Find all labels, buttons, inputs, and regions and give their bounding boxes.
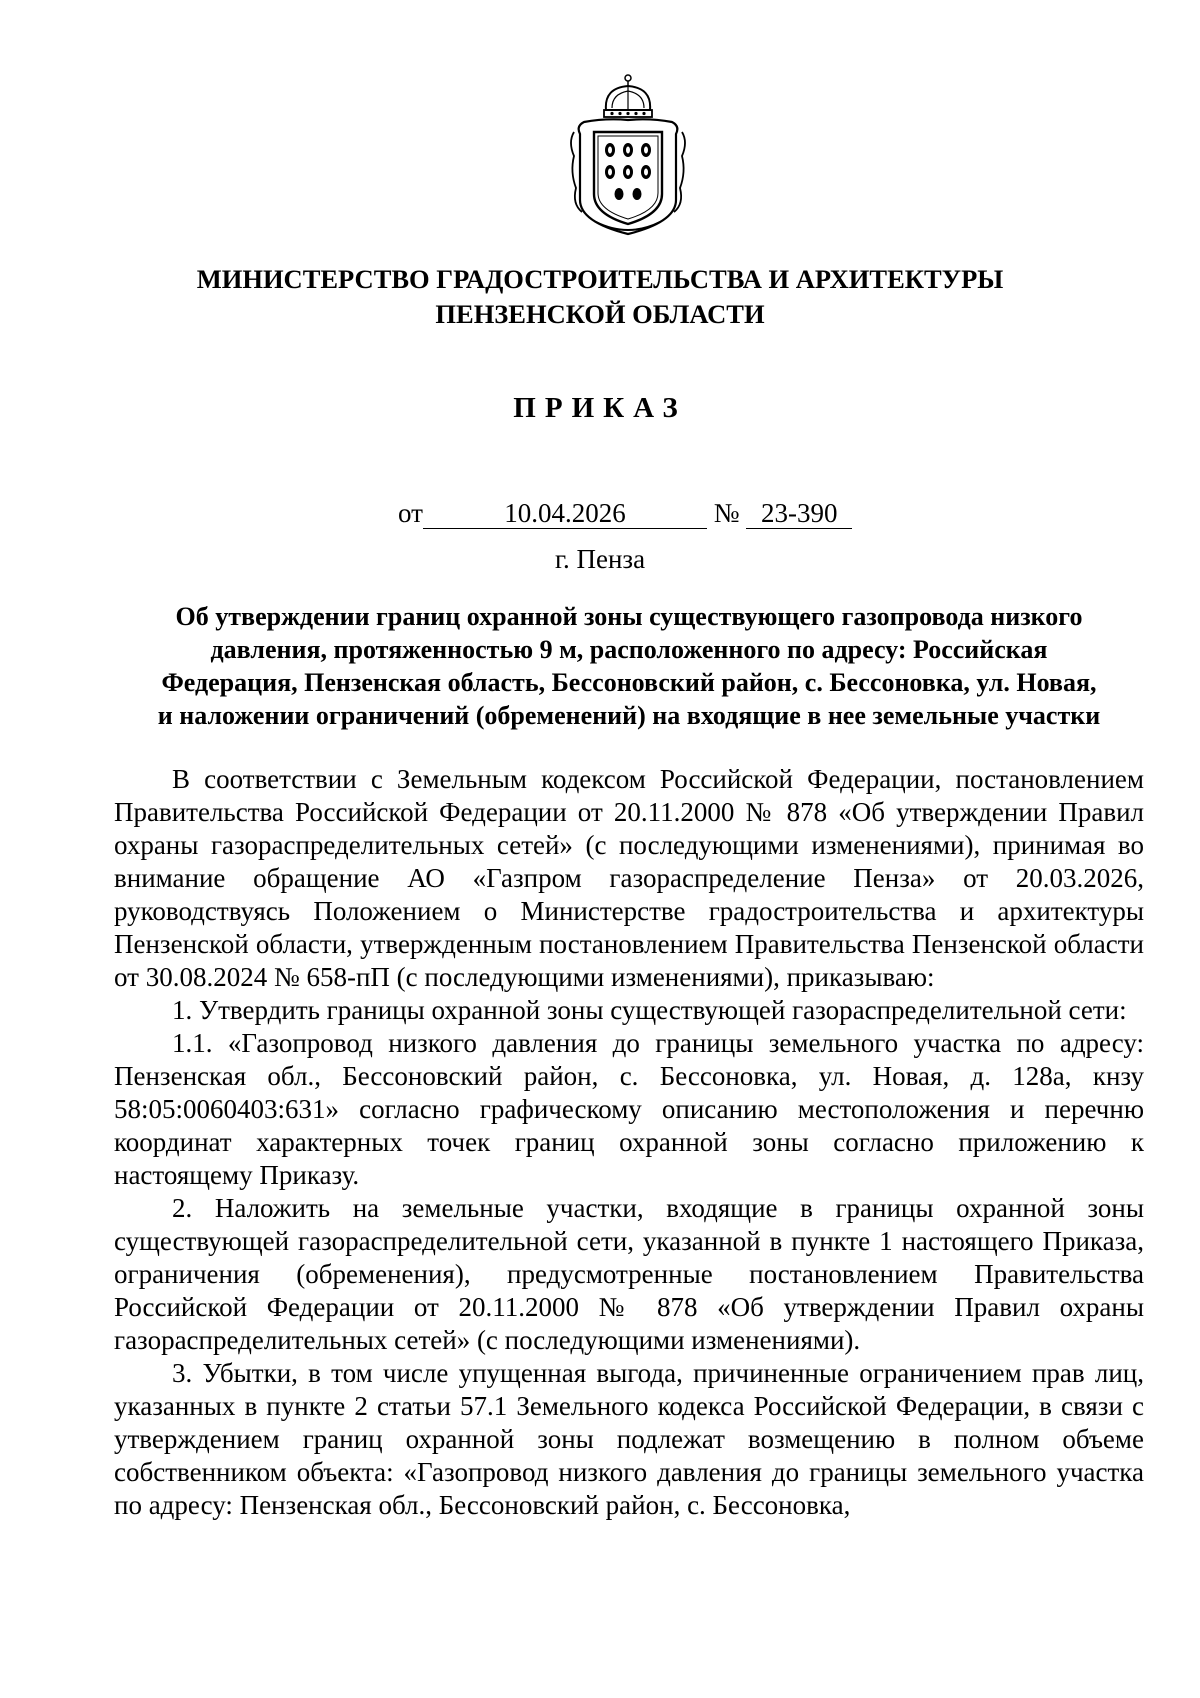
- number-prefix: №: [713, 498, 740, 528]
- subject-line-4: и наложении ограничений (обременений) на входящие в нее земельные участки: [157, 701, 1101, 730]
- document-city: г. Пенза: [554, 544, 646, 574]
- subject-line-3: Федерация, Пензенская область, Бессоновский район, с. Бессоновка, ул. Новая,: [161, 668, 1097, 697]
- subject-line-2: давления, протяженностью 9 м, расположенного по адресу: Российская: [210, 635, 1048, 664]
- document-date: 10.04.2026: [423, 498, 707, 529]
- date-number-line: [398, 496, 852, 530]
- ministry-name: [0, 262, 1200, 332]
- penza-oblast-coat-of-arms-icon: [566, 72, 690, 238]
- document-type-title: ПРИКАЗ: [513, 392, 687, 424]
- item-1-1-paragraph: 1.1. «Газопровод низкого давления до границы земельного участка по адресу: Пензенская обл., Бессоновский район, с. Бессоновка, ул. Новая, д. 128а, кнзу 58:05:0060403:631» согласно графическому описанию местоположения и перечню координат характерных точек границ охранной зоны согласно приложению к настоящему Приказу.: [114, 1028, 1144, 1190]
- ministry-name-line-2: ПЕНЗЕНСКОЙ ОБЛАСТИ: [435, 299, 765, 329]
- preamble-paragraph: В соответствии с Земельным кодексом Российской Федерации, постановлением Правительства Российской Федерации от 20.11.2000 № 878 «Об утверждении Правил охраны газораспределительных сетей» (с последующими изменениями), принимая во внимание обращение АО «Газпром газораспределение Пенза» от 20.03.2026, руководствуясь Положением о Министерстве градостроительства и архитектуры Пензенской области, утвержденным постановлением Правительства Пензенской области от 30.08.2024 № 658-пП (с последующими изменениями), приказываю:: [114, 764, 1144, 992]
- item-2-paragraph: 2. Наложить на земельные участки, входящие в границы охранной зоны существующей газораспределительной сети, указанной в пункте 1 настоящего Приказа, ограничения (обременения), предусмотренные постановлением Правительства Российской Федерации от 20.11.2000 № 878 «Об утверждении Правил охраны газораспределительных сетей» (с последующими изменениями).: [114, 1193, 1144, 1355]
- item-3-paragraph: 3. Убытки, в том числе упущенная выгода, причиненные ограничением прав лиц, указанных в пункте 2 статьи 57.1 Земельного кодекса Российской Федерации, в связи с утверждением границ охранной зоны подлежат возмещению в полном объеме собственником объекта: «Газопровод низкого давления до границы земельного участка по адресу: Пензенская обл., Бессоновский район, с. Бессоновка,: [114, 1358, 1144, 1520]
- item-1-paragraph: 1. Утвердить границы охранной зоны существующей газораспределительной сети:: [172, 995, 1127, 1025]
- document-number: 23-390: [746, 498, 852, 529]
- ministry-name-line-1: МИНИСТЕРСТВО ГРАДОСТРОИТЕЛЬСТВА И АРХИТЕКТУРЫ: [196, 264, 1004, 294]
- date-prefix: от: [398, 498, 423, 528]
- subject-line-1: Об утверждении границ охранной зоны существующего газопровода низкого: [175, 602, 1083, 631]
- document-body: [114, 763, 1144, 1522]
- document-subject: [114, 600, 1144, 732]
